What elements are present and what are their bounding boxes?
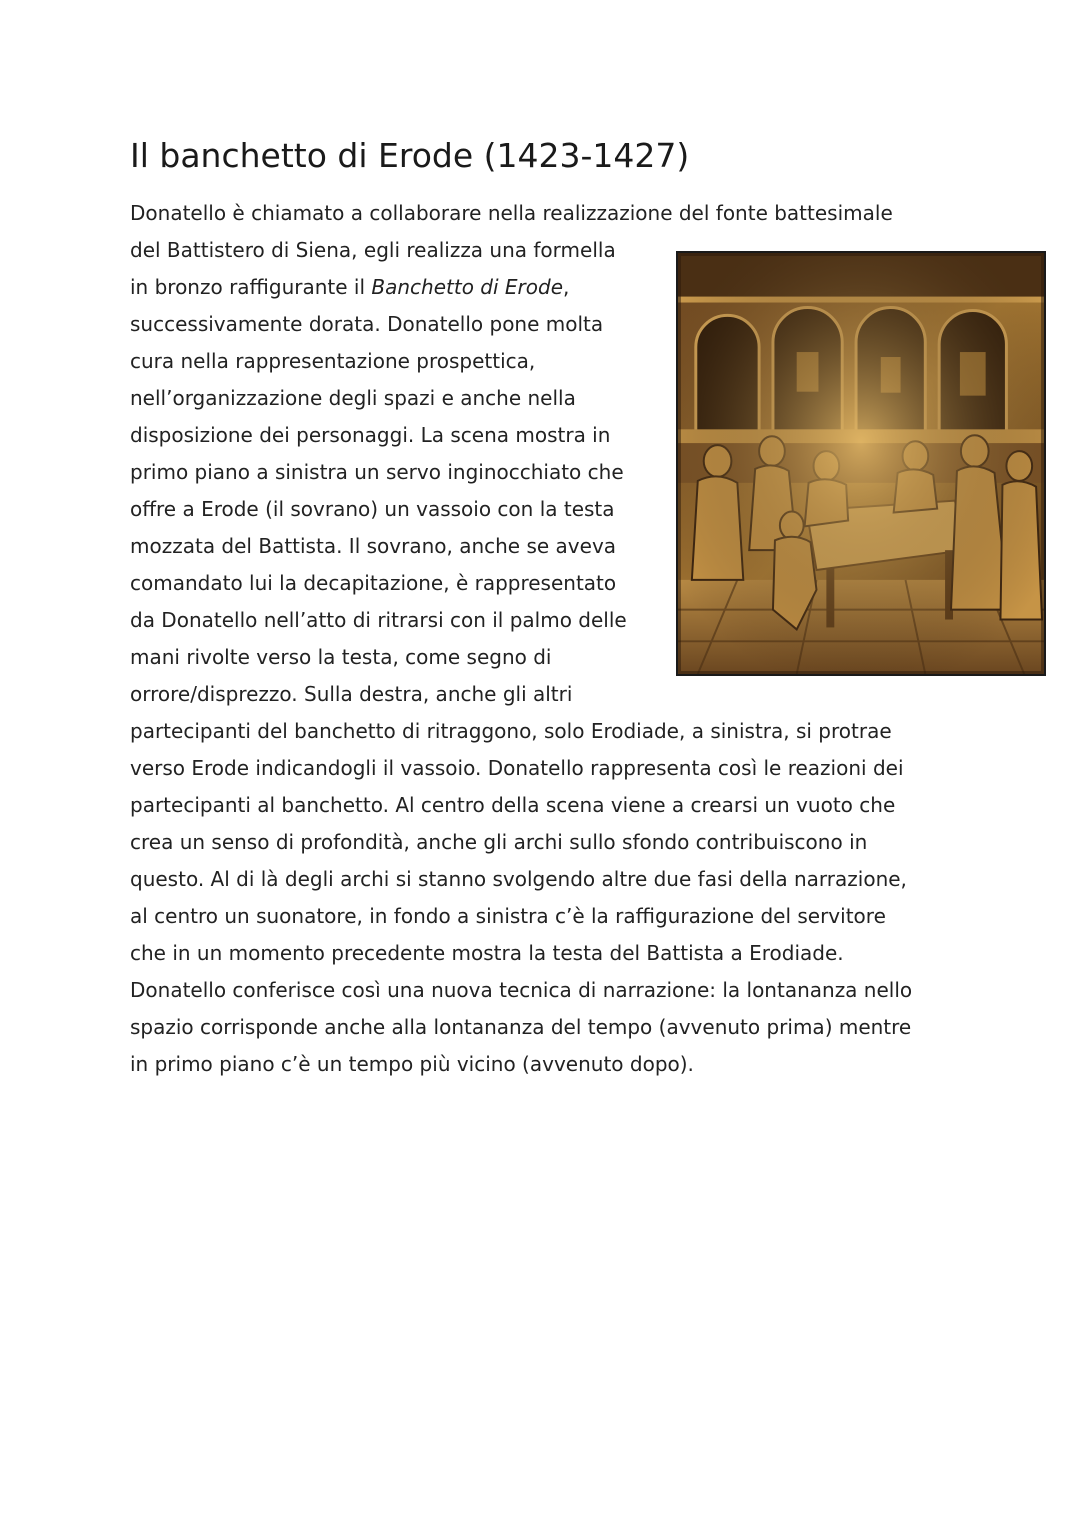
text-line: Donatello conferisce così una nuova tecnica di narrazione: la lontananza nello — [130, 978, 913, 1002]
text-line: questo. Al di là degli archi si stanno svolgendo altre due fasi della narrazione, — [130, 867, 907, 891]
text-line: nell’organizzazione degli spazi e anche nella — [130, 386, 576, 410]
text-line: Donatello è chiamato a collaborare nella realizzazione del fonte battesimale — [130, 201, 893, 225]
text-run: in bronzo raffigurante il — [130, 275, 372, 299]
page-title: Il banchetto di Erode (1423-1427) — [130, 136, 690, 175]
text-line: al centro un suonatore, in fondo a sinistra c’è la raffigurazione del servitore — [130, 904, 886, 928]
text-line: da Donatello nell’atto di ritrarsi con il palmo delle — [130, 608, 627, 632]
text-run: , — [563, 275, 570, 299]
text-line: partecipanti al banchetto. Al centro della scena viene a crearsi un vuoto che — [130, 793, 896, 817]
text-line: cura nella rappresentazione prospettica, — [130, 349, 536, 373]
text-line: verso Erode indicandogli il vassoio. Donatello rappresenta così le reazioni dei — [130, 756, 904, 780]
text-line: partecipanti del banchetto di ritraggono, solo Erodiade, a sinistra, si protrae — [130, 719, 892, 743]
relief-illustration — [678, 253, 1044, 674]
text-line: mozzata del Battista. Il sovrano, anche se aveva — [130, 534, 617, 558]
text-line: comandato lui la decapitazione, è rappresentato — [130, 571, 617, 595]
text-line: disposizione dei personaggi. La scena mostra in — [130, 423, 611, 447]
text-line: primo piano a sinistra un servo inginocchiato che — [130, 460, 624, 484]
text-line: mani rivolte verso la testa, come segno di — [130, 645, 552, 669]
text-line: che in un momento precedente mostra la testa del Battista a Erodiade. — [130, 941, 844, 965]
text-line: successivamente dorata. Donatello pone molta — [130, 312, 604, 336]
text-line: crea un senso di profondità, anche gli archi sullo sfondo contribuiscono in — [130, 830, 868, 854]
text-line: in primo piano c’è un tempo più vicino (avvenuto dopo). — [130, 1052, 694, 1076]
bronze-relief-image — [676, 251, 1046, 676]
text-line: offre a Erode (il sovrano) un vassoio con la testa — [130, 497, 615, 521]
text-line: spazio corrisponde anche alla lontananza del tempo (avvenuto prima) mentre — [130, 1015, 912, 1039]
text-line: del Battistero di Siena, egli realizza una formella — [130, 238, 616, 262]
text-line: orrore/disprezzo. Sulla destra, anche gli altri — [130, 682, 573, 706]
artwork-title-italic: Banchetto di Erode — [371, 275, 564, 299]
